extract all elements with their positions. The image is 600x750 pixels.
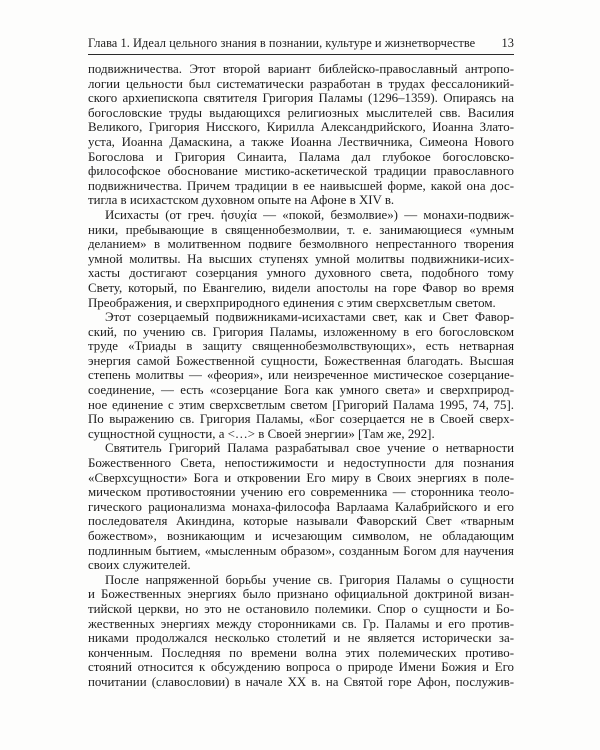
- text-line: философское обоснование мистико-аскетической традиции православного: [88, 164, 514, 179]
- text-line: и Божественных энергиях было признано официальной доктриной визан-: [88, 587, 514, 602]
- chapter-title: Глава 1. Идеал цельного знания в познании, культуре и жизнетворчестве: [88, 36, 476, 50]
- text-line: После напряженной борьбы учение св. Григория Паламы о сущности: [105, 572, 514, 587]
- text-line: последователя Акиндина, которые называли Фаворский Свет «тварным: [88, 514, 514, 529]
- text-line: ский, по учению св. Григория Паламы, изложенному в его богословском: [88, 324, 514, 339]
- text-line: Свету, который, по Евангелию, видели апостолы на горе Фавор во время: [88, 280, 514, 295]
- text-line: По выражению св. Григория Паламы, «Бог созерцается не в Своей сверх-: [88, 412, 514, 427]
- text-line: Исихасты (от греч. ἡσυχία — «покой, безмолвие») — монахи-подвиж-: [105, 207, 514, 222]
- text-line: степень молитвы — «феория», или неизреченное мистическое созерцание-: [88, 368, 514, 383]
- text-line: никами продолжался несколько столетий и не является исторически за-: [88, 631, 514, 646]
- running-header: [88, 36, 514, 55]
- text-line: подлинным бытием, «мысленным образом», созданным Богом для научения: [88, 543, 514, 558]
- text-line: ники, пребывающие в священнобезмолвии, т. е. занимающиеся «умным: [88, 222, 514, 237]
- text-line: Святитель Григорий Палама разрабатывал свое учение о нетварности: [105, 441, 514, 456]
- text-line: конченным. Последняя по времени волна этих полемических противо-: [88, 645, 514, 660]
- text-line: богословские труды выдающихся религиозных мыслителей свв. Василия: [88, 105, 514, 120]
- text-line: Преображения, и сверхприродного единения с этим сверхсветлым светом.: [88, 295, 496, 310]
- text-line: ное единение с этим сверхсветлым светом [Григорий Палама 1995, 74, 75].: [88, 397, 514, 412]
- text-line: жественных энергиях между сторонниками св. Гр. Паламы и его против-: [88, 616, 514, 631]
- text-line: подвижничества. Причем традиции в ее наивысшей форме, какой она дос-: [88, 178, 514, 193]
- text-line: своих служителей.: [88, 558, 191, 573]
- text-line: тийской церкви, но это не остановило полемики. Спор о сущности и Бо-: [88, 601, 514, 616]
- text-line: тигла в исихастском духовном опыте на Афоне в XIV в.: [88, 193, 395, 208]
- page-number: 13: [501, 36, 514, 50]
- text-line: мическом противостоянии учению его современника — сторонника теоло-: [88, 485, 514, 500]
- text-line: почитании (славословии) в начале XX в. на Святой горе Афон, послужив-: [88, 674, 514, 689]
- text-line: подвижничества. Этот второй вариант библейско-православный антропо-: [88, 62, 514, 76]
- text-line: труде «Триады в защиту священнобезмолвствующих», есть нетварная: [88, 339, 514, 354]
- text-line: стояний относится к обсуждению вопроса о природе Имени Божия и Его: [88, 660, 514, 675]
- text-line: хасты достигают созерцания умного духовного света, подобного тому: [88, 266, 514, 281]
- text-line: логии цельности был систематически разработан в трудах фессалоникий-: [88, 76, 514, 91]
- text-line: сущностной сущности, а <…> в Своей энергии» [Там же, 292].: [88, 426, 435, 441]
- text-line: Великого, Григория Нисского, Кирилла Александрийского, Иоанна Злато-: [88, 120, 514, 135]
- text-line: Божественного Света, непостижимости и недоступности для познания: [88, 456, 514, 471]
- text-line: божеством», возникающим и исчезающим символом, не обладающим: [88, 529, 514, 543]
- text-line: деланием» в молитвенном подвиге безмолвного непрестанного творения: [88, 237, 514, 252]
- text-line: ского архиепископа святителя Григория Паламы (1296–1359). Опираясь на: [88, 91, 514, 106]
- text-line: Богослова и Григория Синаита, Палама дал глубокое богословско-: [88, 149, 514, 164]
- text-line: соединение, — есть «созерцание Бога как умного света» и сверхприрод-: [88, 383, 514, 398]
- text-line: гического рационализма монаха-философа Варлаама Калабрийского и его: [88, 499, 514, 514]
- text-line: энергия самой Божественной сущности, Божественная благодать. Высшая: [88, 353, 514, 368]
- text-line: умной молитвы. На высших ступенях умной молитвы подвижники-исих-: [88, 251, 514, 266]
- text-line: «Сверхсущности» Бога и откровении Его миру в Своих энергиях в поле-: [88, 470, 514, 485]
- text-line: Этот созерцаемый подвижниками-исихастами свет, как и Свет Фавор-: [105, 310, 514, 325]
- page-body: [88, 62, 514, 690]
- text-line: уста, Иоанна Дамаскина, а также Иоанна Лествичника, Симеона Нового: [88, 134, 514, 149]
